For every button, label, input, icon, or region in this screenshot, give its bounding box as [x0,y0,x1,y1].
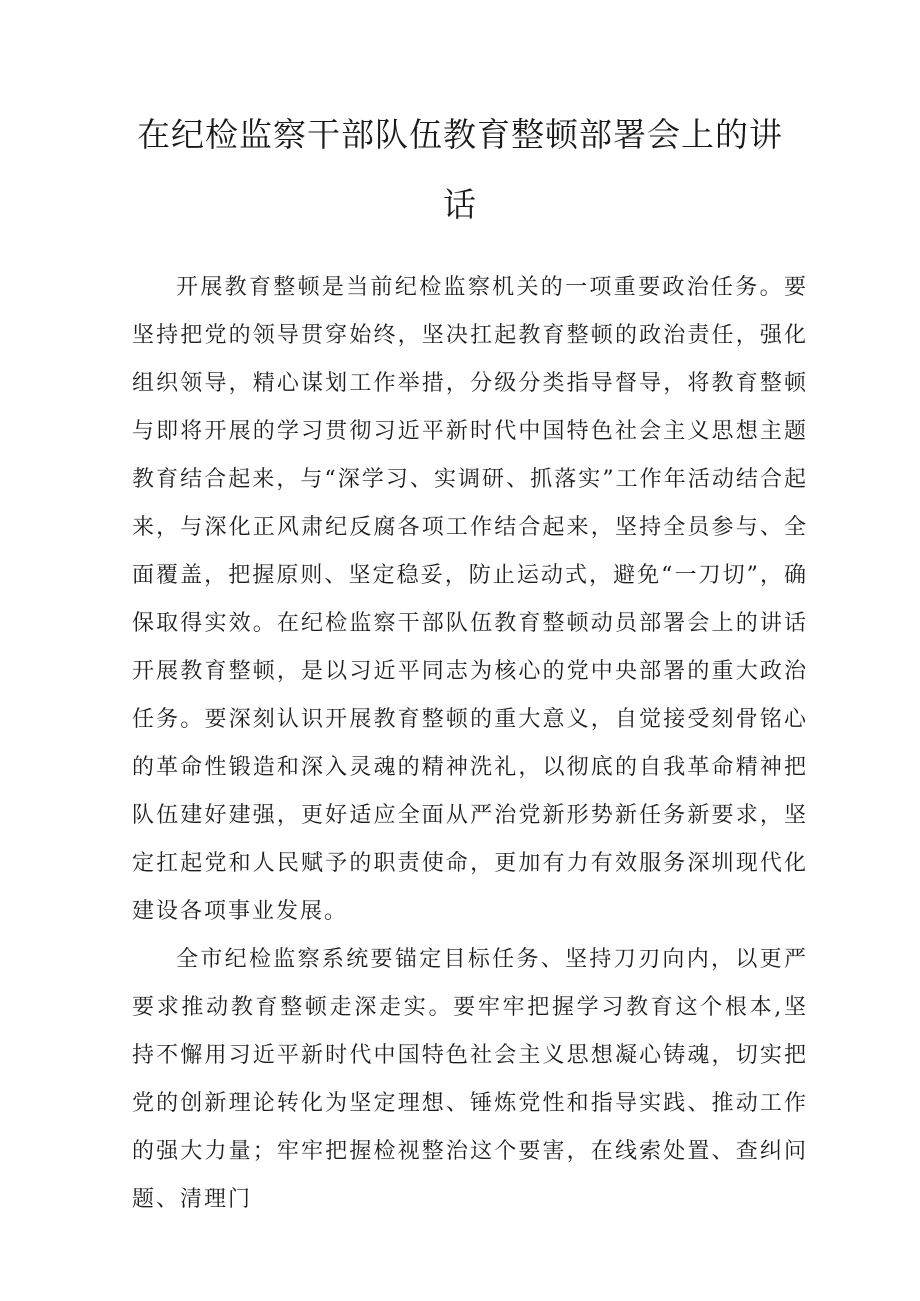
paragraph: 全市纪检监察系统要锚定目标任务、坚持刀刃向内，以更严要求推动教育整顿走深走实。要牢牢把握学习教育这个根本,坚持不懈用习近平新时代中国特色社会主义思想凝心铸魂，切实把党的创新理论转化为坚定理想、锤炼党性和指导实践、推动工作的强大力量；牢牢把握检视整治这个要害，在线索处置、查纠问题、清理门 [132,947,808,1212]
document-body [132,264,808,1224]
paragraph: 开展教育整顿是当前纪检监察机关的一项重要政治任务。要坚持把党的领导贯穿始终，坚决扛起教育整顿的政治责任，强化组织领导，精心谋划工作举措，分级分类指导督导，将教育整顿与即将开展的学习贯彻习近平新时代中国特色社会主义思想主题教育结合起来，与“深学习、实调研、抓落实”工作年活动结合起来，与深化正风肃纪反腐各项工作结合起来，坚持全员参与、全面覆盖，把握原则、坚定稳妥，防止运动式，避免“一刀切”，确保取得实效。在纪检监察干部队伍教育整顿动员部署会上的讲话开展教育整顿，是以习近平同志为核心的党中央部署的重大政治任务。要深刻认识开展教育整顿的重大意义，自觉接受刻骨铭心的革命性锻造和深入灵魂的精神洗礼，以彻底的自我革命精神把队伍建好建强，更好适应全面从严治党新形势新任务新要求，坚定扛起党和人民赋予的职责使命，更加有力有效服务深圳现代化建设各项事业发展。 [132,275,808,924]
document-title: 在纪检监察干部队伍教育整顿部署会上的讲话 [137,115,783,224]
